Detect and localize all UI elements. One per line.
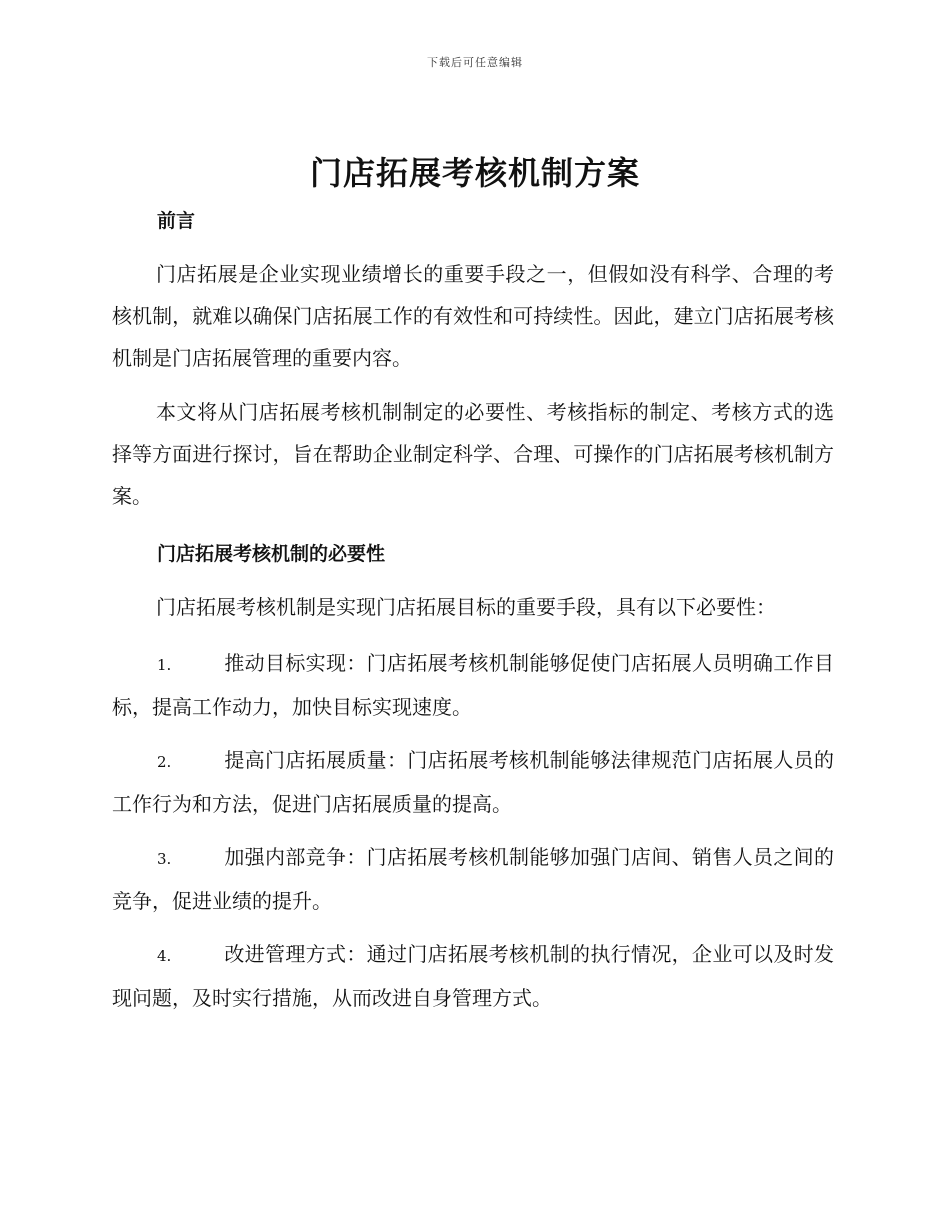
list-item-number: 3. bbox=[157, 850, 172, 868]
section-heading-necessity: 门店拓展考核机制的必要性 bbox=[157, 543, 386, 565]
section-heading-preface: 前言 bbox=[157, 210, 196, 232]
list-item bbox=[112, 836, 834, 922]
list-item-number: 4. bbox=[157, 947, 172, 965]
document-title: 门店拓展考核机制方案 bbox=[309, 154, 640, 192]
preface-paragraph-1: 门店拓展是企业实现业绩增长的重要手段之一，但假如没有科学、合理的考核机制，就难以确保门店拓展工作的有效性和可持续性。因此，建立门店拓展考核机制是门店拓展管理的重要内容。 bbox=[112, 262, 834, 370]
list-item-text: 提高门店拓展质量：门店拓展考核机制能够法律规范门店拓展人员的工作行为和方法，促进门店拓展质量的提高。 bbox=[112, 748, 834, 816]
list-item-number: 1. bbox=[157, 656, 172, 674]
header-note: 下载后可任意编辑 bbox=[427, 56, 523, 69]
list-item-text: 改进管理方式：通过门店拓展考核机制的执行情况，企业可以及时发现问题，及时实行措施，从而改进自身管理方式。 bbox=[112, 942, 834, 1010]
list-item bbox=[112, 642, 834, 728]
list-item bbox=[112, 933, 834, 1019]
preface-paragraph-2: 本文将从门店拓展考核机制制定的必要性、考核指标的制定、考核方式的选择等方面进行探讨，旨在帮助企业制定科学、合理、可操作的门店拓展考核机制方案。 bbox=[112, 400, 834, 508]
list-item bbox=[112, 739, 834, 825]
necessity-intro: 门店拓展考核机制是实现门店拓展目标的重要手段，具有以下必要性： bbox=[156, 595, 776, 619]
list-item-text: 加强内部竞争：门店拓展考核机制能够加强门店间、销售人员之间的竞争，促进业绩的提升。 bbox=[112, 845, 834, 913]
list-item-text: 推动目标实现：门店拓展考核机制能够促使门店拓展人员明确工作目标，提高工作动力，加快目标实现速度。 bbox=[112, 651, 834, 719]
list-item-number: 2. bbox=[157, 753, 172, 771]
